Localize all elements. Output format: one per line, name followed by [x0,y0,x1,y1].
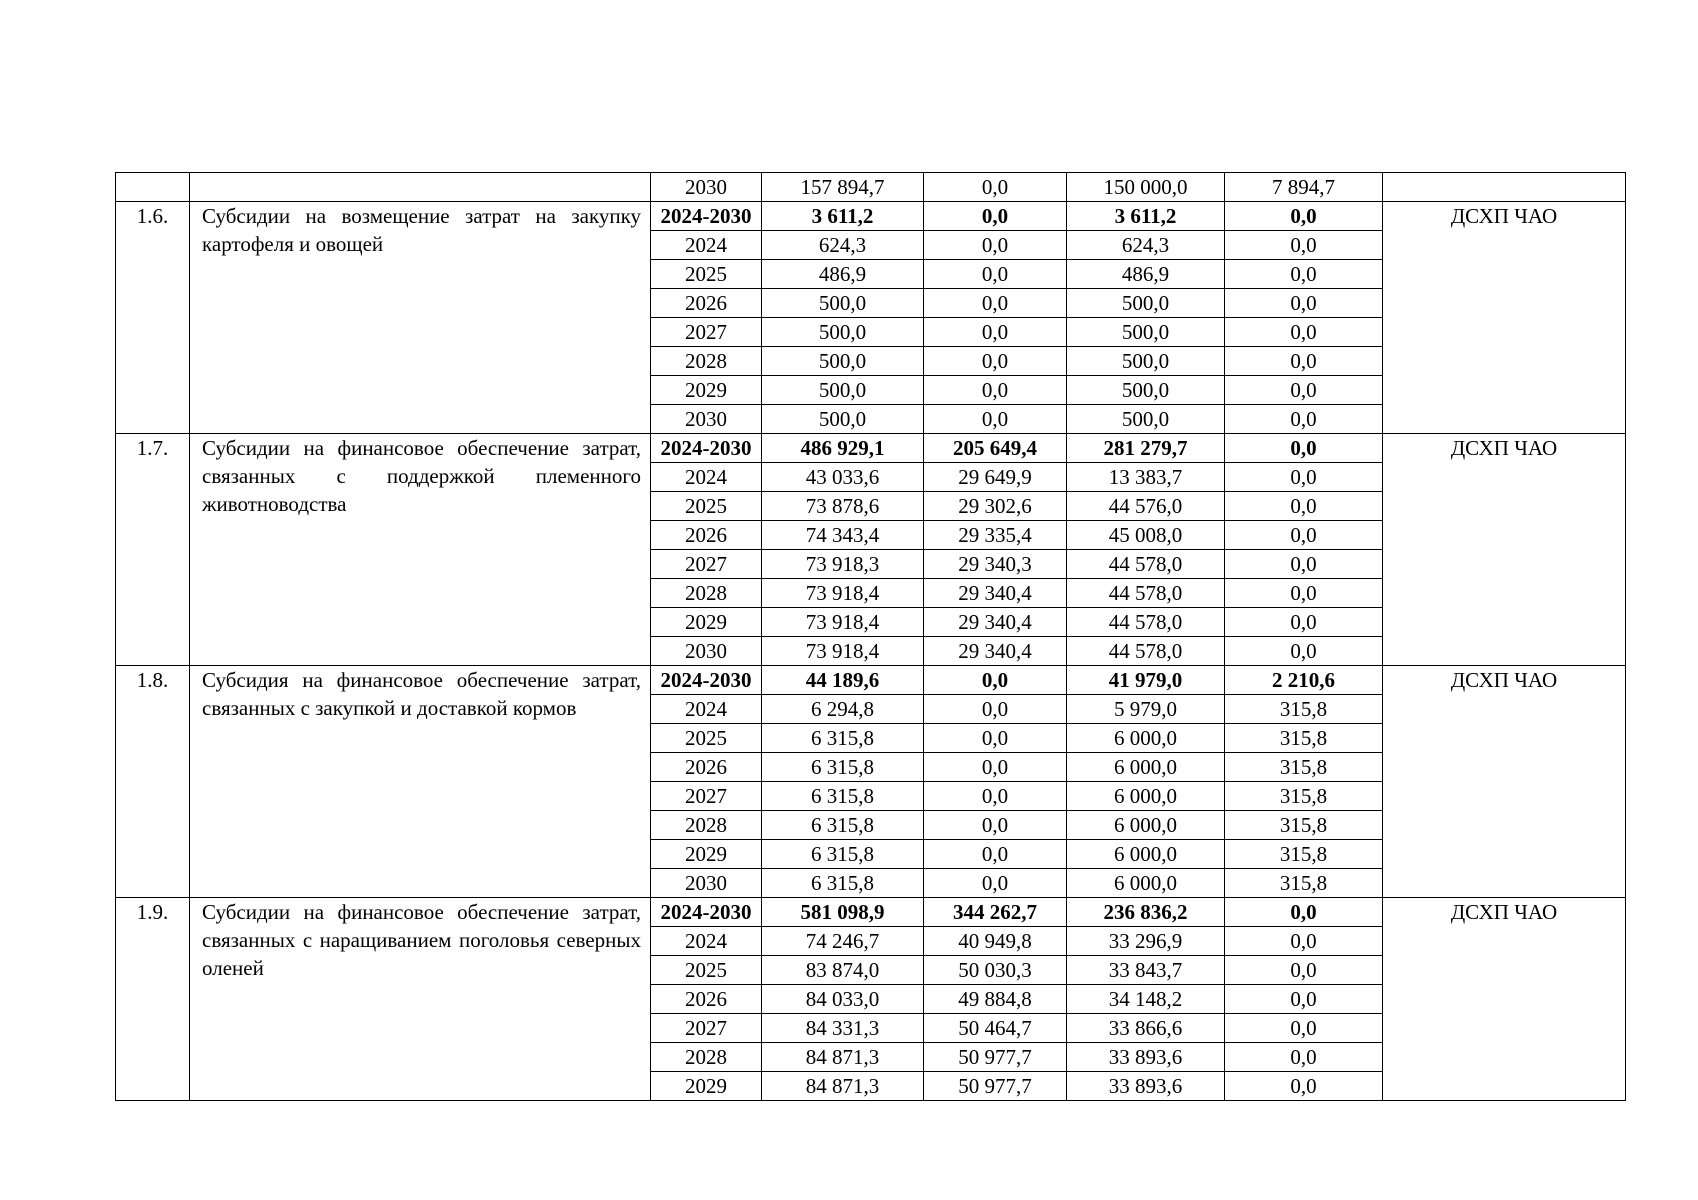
other-value-cell: 0,0 [1225,202,1383,231]
year-cell: 2030 [651,637,762,666]
other-value-cell: 0,0 [1225,927,1383,956]
total-value-cell: 44 189,6 [762,666,924,695]
total-value-cell: 73 878,6 [762,492,924,521]
federal-value-cell: 29 340,4 [924,579,1067,608]
other-value-cell: 0,0 [1225,1072,1383,1101]
year-cell: 2029 [651,840,762,869]
regional-value-cell: 44 578,0 [1067,608,1225,637]
federal-value-cell: 49 884,8 [924,985,1067,1014]
federal-value-cell: 29 340,4 [924,637,1067,666]
total-value-cell: 486,9 [762,260,924,289]
year-cell: 2024-2030 [651,434,762,463]
regional-value-cell: 34 148,2 [1067,985,1225,1014]
other-value-cell: 315,8 [1225,724,1383,753]
other-value-cell: 315,8 [1225,869,1383,898]
total-value-cell: 73 918,4 [762,637,924,666]
total-value-cell: 74 343,4 [762,521,924,550]
total-value-cell: 157 894,7 [762,173,924,202]
total-value-cell: 6 315,8 [762,753,924,782]
total-value-cell: 3 611,2 [762,202,924,231]
regional-value-cell: 236 836,2 [1067,898,1225,927]
year-cell: 2030 [651,869,762,898]
federal-value-cell: 0,0 [924,724,1067,753]
year-cell: 2024 [651,231,762,260]
regional-value-cell: 41 979,0 [1067,666,1225,695]
total-value-cell: 74 246,7 [762,927,924,956]
federal-value-cell: 0,0 [924,753,1067,782]
federal-value-cell: 0,0 [924,231,1067,260]
year-cell: 2024-2030 [651,202,762,231]
year-cell: 2027 [651,318,762,347]
year-cell: 2030 [651,173,762,202]
total-value-cell: 500,0 [762,318,924,347]
regional-value-cell: 500,0 [1067,405,1225,434]
federal-value-cell: 29 302,6 [924,492,1067,521]
other-value-cell: 0,0 [1225,376,1383,405]
total-value-cell: 84 871,3 [762,1043,924,1072]
other-value-cell: 0,0 [1225,579,1383,608]
year-cell: 2024 [651,463,762,492]
year-cell: 2028 [651,347,762,376]
total-value-cell: 73 918,4 [762,579,924,608]
item-description-cell: Субсидии на возмещение затрат на закупку картофеля и овощей [190,202,651,434]
federal-value-cell: 29 340,4 [924,608,1067,637]
federal-value-cell: 0,0 [924,840,1067,869]
regional-value-cell: 44 578,0 [1067,637,1225,666]
regional-value-cell: 33 893,6 [1067,1072,1225,1101]
regional-value-cell: 281 279,7 [1067,434,1225,463]
total-value-cell: 6 315,8 [762,840,924,869]
regional-value-cell: 33 843,7 [1067,956,1225,985]
other-value-cell: 0,0 [1225,521,1383,550]
other-value-cell: 0,0 [1225,985,1383,1014]
year-cell: 2028 [651,811,762,840]
other-value-cell: 0,0 [1225,1043,1383,1072]
federal-value-cell: 29 340,3 [924,550,1067,579]
other-value-cell: 2 210,6 [1225,666,1383,695]
federal-value-cell: 50 977,7 [924,1072,1067,1101]
executor-cell [1383,173,1626,202]
year-cell: 2025 [651,956,762,985]
total-value-cell: 73 918,3 [762,550,924,579]
total-value-cell: 6 294,8 [762,695,924,724]
other-value-cell: 0,0 [1225,1014,1383,1043]
other-value-cell: 7 894,7 [1225,173,1383,202]
other-value-cell: 315,8 [1225,811,1383,840]
other-value-cell: 315,8 [1225,753,1383,782]
block-total-row [116,666,1626,695]
year-cell: 2026 [651,753,762,782]
regional-value-cell: 500,0 [1067,318,1225,347]
year-cell: 2025 [651,724,762,753]
item-description-cell: Субсидии на финансовое обеспечение затрат, связанных с поддержкой племенного животноводства [190,434,651,666]
regional-value-cell: 6 000,0 [1067,840,1225,869]
year-cell: 2026 [651,521,762,550]
regional-value-cell: 6 000,0 [1067,782,1225,811]
federal-value-cell: 0,0 [924,811,1067,840]
other-value-cell: 0,0 [1225,289,1383,318]
federal-value-cell: 50 030,3 [924,956,1067,985]
regional-value-cell: 6 000,0 [1067,869,1225,898]
total-value-cell: 500,0 [762,289,924,318]
item-code-cell: 1.7. [116,434,190,666]
total-value-cell: 500,0 [762,376,924,405]
year-cell: 2028 [651,1043,762,1072]
block-total-row [116,434,1626,463]
year-cell: 2024-2030 [651,666,762,695]
regional-value-cell: 500,0 [1067,289,1225,318]
regional-value-cell: 3 611,2 [1067,202,1225,231]
regional-value-cell: 33 866,6 [1067,1014,1225,1043]
executor-cell: ДСХП ЧАО [1383,898,1626,1101]
federal-value-cell: 0,0 [924,405,1067,434]
year-cell: 2029 [651,376,762,405]
total-value-cell: 581 098,9 [762,898,924,927]
other-value-cell: 0,0 [1225,434,1383,463]
total-value-cell: 6 315,8 [762,869,924,898]
federal-value-cell: 29 649,9 [924,463,1067,492]
total-value-cell: 84 871,3 [762,1072,924,1101]
other-value-cell: 315,8 [1225,782,1383,811]
other-value-cell: 0,0 [1225,405,1383,434]
regional-value-cell: 6 000,0 [1067,811,1225,840]
other-value-cell: 0,0 [1225,898,1383,927]
total-value-cell: 500,0 [762,347,924,376]
federal-value-cell: 205 649,4 [924,434,1067,463]
federal-value-cell: 40 949,8 [924,927,1067,956]
other-value-cell: 0,0 [1225,550,1383,579]
year-cell: 2024 [651,695,762,724]
regional-value-cell: 44 576,0 [1067,492,1225,521]
total-value-cell: 84 033,0 [762,985,924,1014]
item-description-cell [190,173,651,202]
federal-value-cell: 0,0 [924,260,1067,289]
year-cell: 2027 [651,782,762,811]
total-value-cell: 6 315,8 [762,724,924,753]
item-description-cell: Субсидия на финансовое обеспечение затрат, связанных с закупкой и доставкой кормов [190,666,651,898]
total-value-cell: 486 929,1 [762,434,924,463]
year-cell: 2027 [651,550,762,579]
federal-value-cell: 0,0 [924,202,1067,231]
federal-value-cell: 0,0 [924,318,1067,347]
year-cell: 2027 [651,1014,762,1043]
executor-cell: ДСХП ЧАО [1383,434,1626,666]
other-value-cell: 0,0 [1225,492,1383,521]
year-cell: 2024 [651,927,762,956]
year-cell: 2026 [651,289,762,318]
other-value-cell: 0,0 [1225,637,1383,666]
other-value-cell: 0,0 [1225,463,1383,492]
other-value-cell: 0,0 [1225,347,1383,376]
regional-value-cell: 6 000,0 [1067,753,1225,782]
regional-value-cell: 13 383,7 [1067,463,1225,492]
item-code-cell: 1.6. [116,202,190,434]
budget-table [115,172,1626,1101]
other-value-cell: 315,8 [1225,840,1383,869]
other-value-cell: 0,0 [1225,318,1383,347]
year-cell: 2028 [651,579,762,608]
regional-value-cell: 6 000,0 [1067,724,1225,753]
federal-value-cell: 50 977,7 [924,1043,1067,1072]
other-value-cell: 0,0 [1225,260,1383,289]
regional-value-cell: 486,9 [1067,260,1225,289]
federal-value-cell: 0,0 [924,782,1067,811]
federal-value-cell: 0,0 [924,695,1067,724]
federal-value-cell: 0,0 [924,289,1067,318]
table-row [116,173,1626,202]
total-value-cell: 6 315,8 [762,811,924,840]
item-code-cell: 1.8. [116,666,190,898]
regional-value-cell: 45 008,0 [1067,521,1225,550]
federal-value-cell: 0,0 [924,869,1067,898]
federal-value-cell: 344 262,7 [924,898,1067,927]
federal-value-cell: 0,0 [924,173,1067,202]
regional-value-cell: 44 578,0 [1067,579,1225,608]
year-cell: 2026 [651,985,762,1014]
total-value-cell: 6 315,8 [762,782,924,811]
other-value-cell: 0,0 [1225,956,1383,985]
total-value-cell: 624,3 [762,231,924,260]
year-cell: 2029 [651,608,762,637]
total-value-cell: 84 331,3 [762,1014,924,1043]
regional-value-cell: 33 296,9 [1067,927,1225,956]
executor-cell: ДСХП ЧАО [1383,202,1626,434]
federal-value-cell: 50 464,7 [924,1014,1067,1043]
total-value-cell: 500,0 [762,405,924,434]
item-description-cell: Субсидии на финансовое обеспечение затрат, связанных с наращиванием поголовья северных оленей [190,898,651,1101]
regional-value-cell: 150 000,0 [1067,173,1225,202]
other-value-cell: 0,0 [1225,608,1383,637]
regional-value-cell: 500,0 [1067,347,1225,376]
federal-value-cell: 0,0 [924,376,1067,405]
item-code-cell [116,173,190,202]
block-total-row [116,898,1626,927]
regional-value-cell: 5 979,0 [1067,695,1225,724]
year-cell: 2025 [651,492,762,521]
year-cell: 2024-2030 [651,898,762,927]
total-value-cell: 83 874,0 [762,956,924,985]
federal-value-cell: 29 335,4 [924,521,1067,550]
year-cell: 2030 [651,405,762,434]
federal-value-cell: 0,0 [924,347,1067,376]
total-value-cell: 73 918,4 [762,608,924,637]
regional-value-cell: 33 893,6 [1067,1043,1225,1072]
regional-value-cell: 624,3 [1067,231,1225,260]
total-value-cell: 43 033,6 [762,463,924,492]
regional-value-cell: 500,0 [1067,376,1225,405]
federal-value-cell: 0,0 [924,666,1067,695]
item-code-cell: 1.9. [116,898,190,1101]
regional-value-cell: 44 578,0 [1067,550,1225,579]
other-value-cell: 0,0 [1225,231,1383,260]
year-cell: 2025 [651,260,762,289]
block-total-row [116,202,1626,231]
year-cell: 2029 [651,1072,762,1101]
other-value-cell: 315,8 [1225,695,1383,724]
executor-cell: ДСХП ЧАО [1383,666,1626,898]
